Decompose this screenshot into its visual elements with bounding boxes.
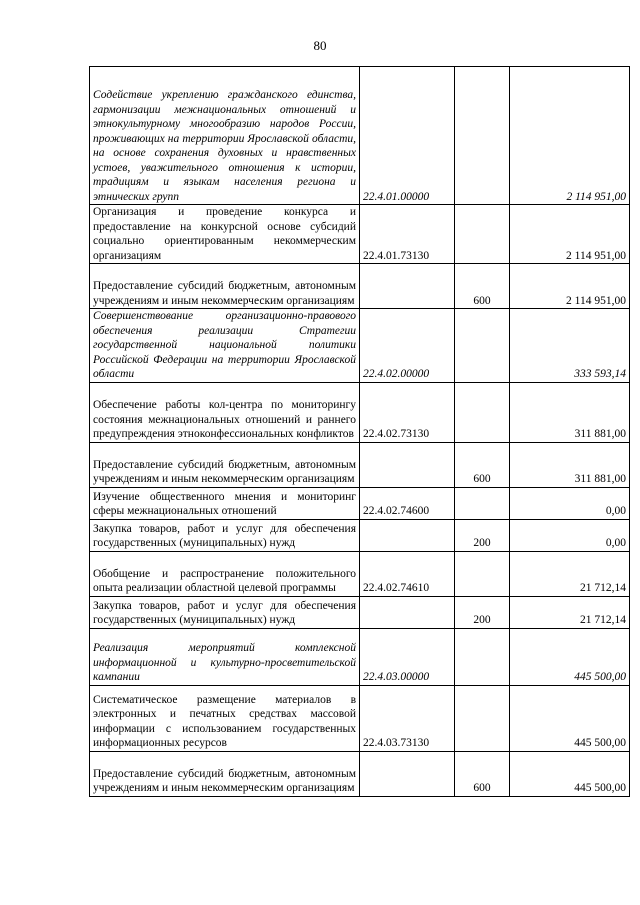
row-code-cell — [360, 487, 455, 519]
row-name-text: Организация и проведение конкурса и предоставление на конкурсной основе субсидий социально ориентированным некоммерческим организациям — [93, 206, 356, 262]
row-type-cell — [455, 487, 510, 519]
row-amount-cell — [510, 519, 630, 551]
row-amount-cell — [510, 751, 630, 796]
row-type-text: 200 — [473, 614, 491, 626]
row-code-text: 22.4.02.73130 — [363, 428, 430, 440]
row-code-cell — [360, 685, 455, 751]
row-type-cell — [455, 382, 510, 442]
row-type-cell — [455, 309, 510, 383]
row-code-text: 22.4.02.74610 — [363, 582, 430, 594]
row-code-cell — [360, 205, 455, 264]
table-row — [90, 487, 630, 519]
budget-table — [89, 66, 630, 797]
row-name-text: Предоставление субсидий бюджетным, автономным учреждениям и иным некоммерческим организациям — [93, 767, 356, 794]
row-amount-text: 445 500,00 — [574, 737, 626, 749]
row-name-text: Предоставление субсидий бюджетным, автономным учреждениям и иным некоммерческим организациям — [93, 280, 356, 307]
row-code-cell — [360, 442, 455, 487]
row-type-cell — [455, 551, 510, 596]
row-amount-cell — [510, 596, 630, 628]
table-row — [90, 596, 630, 628]
page-number: 80 — [313, 38, 327, 53]
row-name-cell — [90, 442, 360, 487]
row-type-cell — [455, 596, 510, 628]
table-row — [90, 264, 630, 309]
row-name-text: Систематическое размещение материалов в электронных и печатных средствах массовой информации с использованием государственных информационных ресурсов — [93, 693, 356, 749]
row-code-text: 22.4.03.73130 — [363, 737, 430, 749]
row-amount-text: 21 712,14 — [580, 582, 626, 594]
row-name-cell — [90, 309, 360, 383]
row-name-cell — [90, 596, 360, 628]
row-type-cell — [455, 442, 510, 487]
table-row — [90, 205, 630, 264]
row-code-cell — [360, 751, 455, 796]
row-type-text: 600 — [473, 294, 491, 307]
row-name-text: Изучение общественного мнения и мониторинг сферы межнациональных отношений — [93, 490, 356, 517]
row-name-cell — [90, 205, 360, 264]
row-type-cell — [455, 685, 510, 751]
table-row — [90, 309, 630, 383]
row-code-text: 22.4.02.00000 — [363, 368, 430, 380]
row-amount-text: 445 500,00 — [574, 671, 626, 683]
row-code-cell — [360, 551, 455, 596]
row-amount-text: 445 500,00 — [574, 782, 626, 794]
row-amount-cell — [510, 309, 630, 383]
row-name-cell — [90, 264, 360, 309]
row-name-cell — [90, 551, 360, 596]
row-amount-cell — [510, 205, 630, 264]
row-type-cell — [455, 519, 510, 551]
budget-table-body — [90, 67, 630, 797]
row-amount-cell — [510, 442, 630, 487]
table-row — [90, 67, 630, 205]
row-name-text: Реализация мероприятий комплексной информационной и культурно-просветительской кампании — [93, 642, 356, 683]
row-type-cell — [455, 751, 510, 796]
row-code-cell — [360, 596, 455, 628]
row-type-cell — [455, 205, 510, 264]
row-name-text: Обобщение и распространение положительного опыта реализации областной целевой программы — [93, 567, 356, 594]
row-code-text: 22.4.01.73130 — [363, 249, 430, 262]
table-row — [90, 685, 630, 751]
row-amount-cell — [510, 685, 630, 751]
table-row — [90, 628, 630, 685]
row-amount-text: 21 712,14 — [580, 614, 626, 626]
row-type-cell — [455, 628, 510, 685]
row-amount-text: 0,00 — [605, 505, 626, 517]
row-name-text: Совершенствование организационно-правового обеспечения реализации Стратегии государственной национальной политики Российской Федерации на территории Ярославской области — [93, 310, 356, 380]
row-amount-text: 311 881,00 — [574, 473, 626, 485]
row-amount-text: 311 881,00 — [574, 428, 626, 440]
row-amount-text: 2 114 951,00 — [566, 294, 626, 307]
row-amount-text: 2 114 951,00 — [566, 190, 626, 203]
row-code-cell — [360, 519, 455, 551]
row-amount-text: 333 593,14 — [574, 368, 626, 380]
row-name-text: Закупка товаров, работ и услуг для обеспечения государственных (муниципальных) нужд — [93, 599, 356, 626]
row-name-text: Предоставление субсидий бюджетным, автономным учреждениям и иным некоммерческим организациям — [93, 458, 356, 485]
row-amount-cell — [510, 67, 630, 205]
table-row — [90, 442, 630, 487]
table-row — [90, 751, 630, 796]
row-code-cell — [360, 382, 455, 442]
row-amount-text: 2 114 951,00 — [566, 249, 626, 262]
row-type-text: 600 — [473, 782, 491, 794]
row-code-text: 22.4.03.00000 — [363, 671, 430, 683]
row-amount-cell — [510, 382, 630, 442]
table-row — [90, 519, 630, 551]
table-row — [90, 551, 630, 596]
row-type-text: 600 — [473, 473, 491, 485]
row-code-cell — [360, 628, 455, 685]
row-name-cell — [90, 382, 360, 442]
row-name-text: Обеспечение работы кол-центра по мониторингу состояния межнациональных отношений и раннего предупреждения этноконфессиональных конфликтов — [93, 399, 356, 440]
row-code-text: 22.4.02.74600 — [363, 505, 430, 517]
row-amount-text: 0,00 — [605, 537, 626, 549]
row-amount-cell — [510, 264, 630, 309]
row-amount-cell — [510, 628, 630, 685]
row-amount-cell — [510, 551, 630, 596]
row-name-text: Закупка товаров, работ и услуг для обеспечения государственных (муниципальных) нужд — [93, 522, 356, 549]
row-type-cell — [455, 264, 510, 309]
row-name-cell — [90, 67, 360, 205]
row-type-cell — [455, 67, 510, 205]
row-code-cell — [360, 309, 455, 383]
row-name-text: Содействие укреплению гражданского единства, гармонизации межнациональных отношений и этнокультурному многообразию народов России, проживающих на территории Ярославской области, на основе сохранения духовных и нравственных устоев, уважительного отношения к истории, традициям и языкам населения региона и этнических групп — [93, 89, 356, 203]
row-code-cell — [360, 264, 455, 309]
row-name-cell — [90, 487, 360, 519]
row-amount-cell — [510, 487, 630, 519]
row-type-text: 200 — [473, 537, 491, 549]
row-name-cell — [90, 519, 360, 551]
row-name-cell — [90, 685, 360, 751]
row-name-cell — [90, 751, 360, 796]
row-code-text: 22.4.01.00000 — [363, 190, 430, 203]
row-code-cell — [360, 67, 455, 205]
table-row — [90, 382, 630, 442]
row-name-cell — [90, 628, 360, 685]
